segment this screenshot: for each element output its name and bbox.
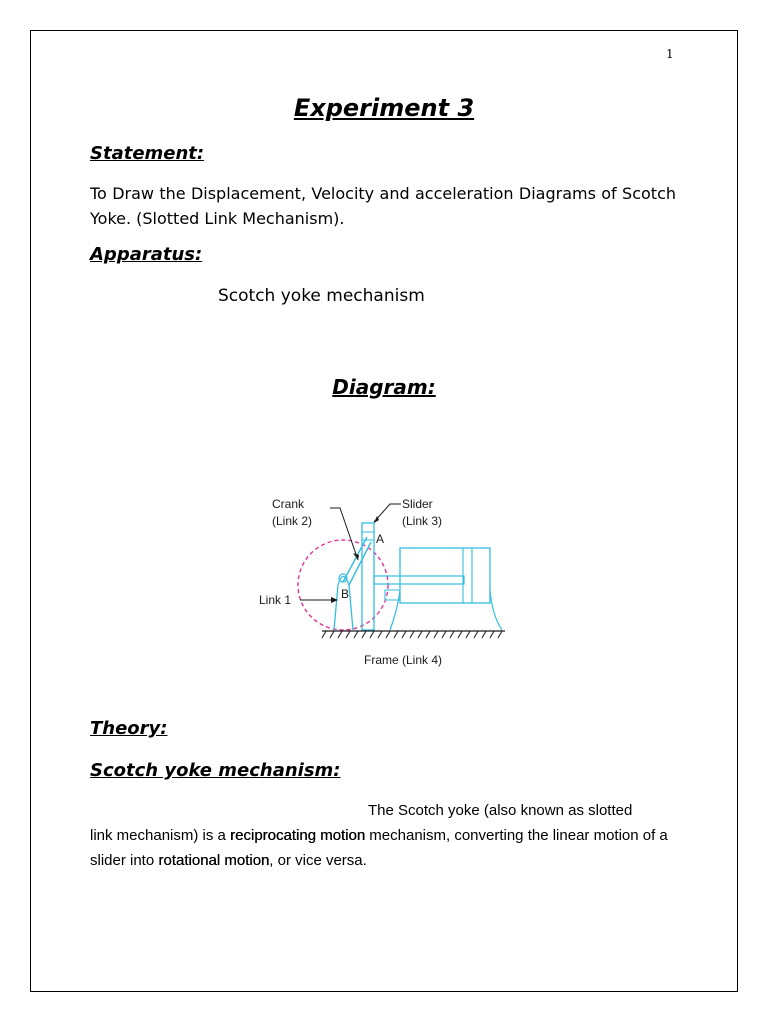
diagram-heading: Diagram: <box>332 375 436 399</box>
slider-bar <box>362 523 374 630</box>
theory-paragraph <box>90 798 676 873</box>
crank-leader <box>330 508 358 560</box>
theory-text-2: link mechanism) is a <box>90 827 231 844</box>
label-slider: Slider <box>402 497 433 511</box>
theory-subheading: Scotch yoke mechanism: <box>90 760 341 781</box>
theory-text-4: , or vice versa. <box>269 852 367 869</box>
label-point-b: B <box>341 587 350 601</box>
cylinder-base <box>390 590 502 630</box>
page-title: Experiment 3 <box>293 94 475 122</box>
label-slider-link: (Link 3) <box>402 514 443 528</box>
theory-heading: Theory: <box>90 718 168 739</box>
apparatus-heading: Apparatus: <box>90 244 203 265</box>
label-frame: Frame (Link 4) <box>364 653 443 667</box>
term-rotational-motion: rotational motion <box>158 852 270 869</box>
statement-text: To Draw the Displacement, Velocity and acceleration Diagrams of Scotch Yoke. (Slotted Link Mechanism). <box>90 184 676 228</box>
theory-line1: The Scotch yoke (also known as slotted <box>368 802 633 819</box>
scotch-yoke-diagram <box>250 490 520 675</box>
label-crank-link: (Link 2) <box>272 514 313 528</box>
label-point-a: A <box>376 532 385 546</box>
statement-heading: Statement: <box>90 143 205 164</box>
label-crank: Crank <box>272 497 305 511</box>
link1-support <box>334 577 353 631</box>
label-link1: Link 1 <box>259 593 292 607</box>
theory-text-3: mechanism, converting the linear motion of a slider into <box>90 827 668 869</box>
frame-hatching <box>322 631 502 638</box>
page-number: 1 <box>666 47 674 61</box>
term-reciprocating-motion: reciprocating motion <box>230 827 366 844</box>
apparatus-item: Scotch yoke mechanism <box>218 286 425 306</box>
